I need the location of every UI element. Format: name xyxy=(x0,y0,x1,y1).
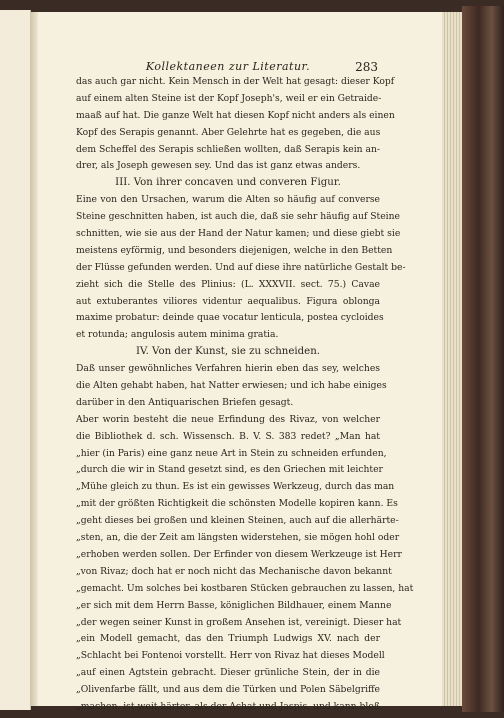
text-line: „Mühe gleich zu thun. Es ist ein gewisses Werkzeug, durch das man xyxy=(76,481,395,493)
body-text xyxy=(76,74,414,716)
text-line: die Bibliothek d. sch. Wissensch. B. V. S. 383 redet? „Man hat xyxy=(76,430,380,442)
book-cover xyxy=(462,6,504,712)
text-line: „gemacht. Um solches bei kostbaren Stücken gebrauchen zu lassen, hat xyxy=(76,582,414,594)
running-head: Kollektaneen zur Literatur. xyxy=(145,60,311,73)
text-line: „von Rivaz; doch hat er noch nicht das Mechanische davon bekannt xyxy=(76,565,392,577)
page-header xyxy=(78,60,378,73)
text-line: Aber worin besteht die neue Erfindung des Rivaz, von welcher xyxy=(76,413,380,425)
section-heading: IV. Von der Kunst, sie zu schneiden. xyxy=(135,346,320,358)
text-line: das auch gar nicht. Kein Mensch in der Welt hat gesagt: dieser Kopf xyxy=(76,76,395,87)
text-line: meistens eyförmig, und besonders diejenigen, welche in den Betten xyxy=(76,244,393,256)
section-heading: III. Von ihrer concaven und converen Figur. xyxy=(115,177,341,189)
text-line: maxime probatur: deinde quae vocatur lenticula, postea cycloides xyxy=(76,312,384,324)
text-line: schnitten, wie sie aus der Hand der Natur kamen; und diese giebt sie xyxy=(76,228,401,240)
facing-page-edge xyxy=(0,10,31,710)
text-line: „machen, ist weit härter, als der Achat und Jaspis, und kann bloß xyxy=(76,700,380,712)
text-line: „mit der größten Richtigkeit die schönsten Modelle kopiren kann. Es xyxy=(76,498,398,510)
page-stack-edge xyxy=(442,12,462,706)
text-line: „auf einen Agtstein gebracht. Dieser grünliche Stein, der in die xyxy=(76,667,380,679)
text-line: der Flüsse gefunden werden. Und auf diese ihre natürliche Gestalt be- xyxy=(76,261,406,273)
text-line: „sten, an, die der Zeit am längsten widerstehen, sie mögen hohl oder xyxy=(76,532,400,544)
text-line: zieht sich die Stelle des Plinius: (L. XXXVII. sect. 75.) Cavae xyxy=(76,278,380,290)
text-line: „erhoben werden sollen. Der Erfinder von diesem Werkzeuge ist Herr xyxy=(76,548,402,560)
text-line: „Schlacht bei Fontenoi vorstellt. Herr von Rivaz hat dieses Modell xyxy=(76,650,385,662)
page-gutter xyxy=(30,12,38,706)
text-line: Eine von den Ursachen, warum die Alten so häufig auf converse xyxy=(76,194,380,206)
text-line: Daß unser gewöhnliches Verfahren hierin eben das sey, welches xyxy=(76,363,380,375)
text-line: auf einem alten Steine ist der Kopf Joseph's, weil er ein Getraide- xyxy=(76,92,382,104)
text-line: dem Scheffel des Serapis schließen wollten, daß Serapis kein an- xyxy=(76,143,380,155)
text-line: „er sich mit dem Herrn Basse, königlichen Bildhauer, einem Manne xyxy=(76,599,392,611)
text-line: Kopf des Serapis genannt. Aber Gelehrte hat es gegeben, die aus xyxy=(76,126,381,138)
text-line: darüber in den Antiquarischen Briefen gesagt. xyxy=(76,396,294,408)
text-line: die Alten gehabt haben, hat Natter erwiesen; und ich habe einiges xyxy=(76,380,387,392)
text-line: et rotunda; angulosis autem minima gratia. xyxy=(76,329,279,341)
text-line: „ein Modell gemacht, das den Triumph Ludwigs XV. nach der xyxy=(76,633,380,645)
text-line: aut extuberantes viliores videntur aequalibus. Figura oblonga xyxy=(76,295,380,307)
text-line: „Olivenfarbe fällt, und aus dem die Türken und Polen Säbelgriffe xyxy=(76,684,380,696)
text-line: „der wegen seiner Kunst in großem Ansehen ist, vereinigt. Dieser hat xyxy=(76,616,402,628)
text-line: Steine geschnitten haben, ist auch die, daß sie sehr häufig auf Steine xyxy=(76,211,400,223)
text-line: „durch die wir in Stand gesetzt sind, es den Griechen mit leichter xyxy=(76,464,383,476)
text-line: maaß auf hat. Die ganze Welt hat diesen Kopf nicht anders als einen xyxy=(76,109,395,121)
text-line: „hier (in Paris) eine ganz neue Art in Stein zu schneiden erfunden, xyxy=(76,447,387,459)
page-number: 283 xyxy=(355,60,378,74)
text-line: drer, als Joseph gewesen sey. Und das ist ganz etwas anders. xyxy=(76,160,361,172)
text-line: „geht dieses bei großen und kleinen Steinen, auch auf die allerhärte- xyxy=(76,515,399,527)
